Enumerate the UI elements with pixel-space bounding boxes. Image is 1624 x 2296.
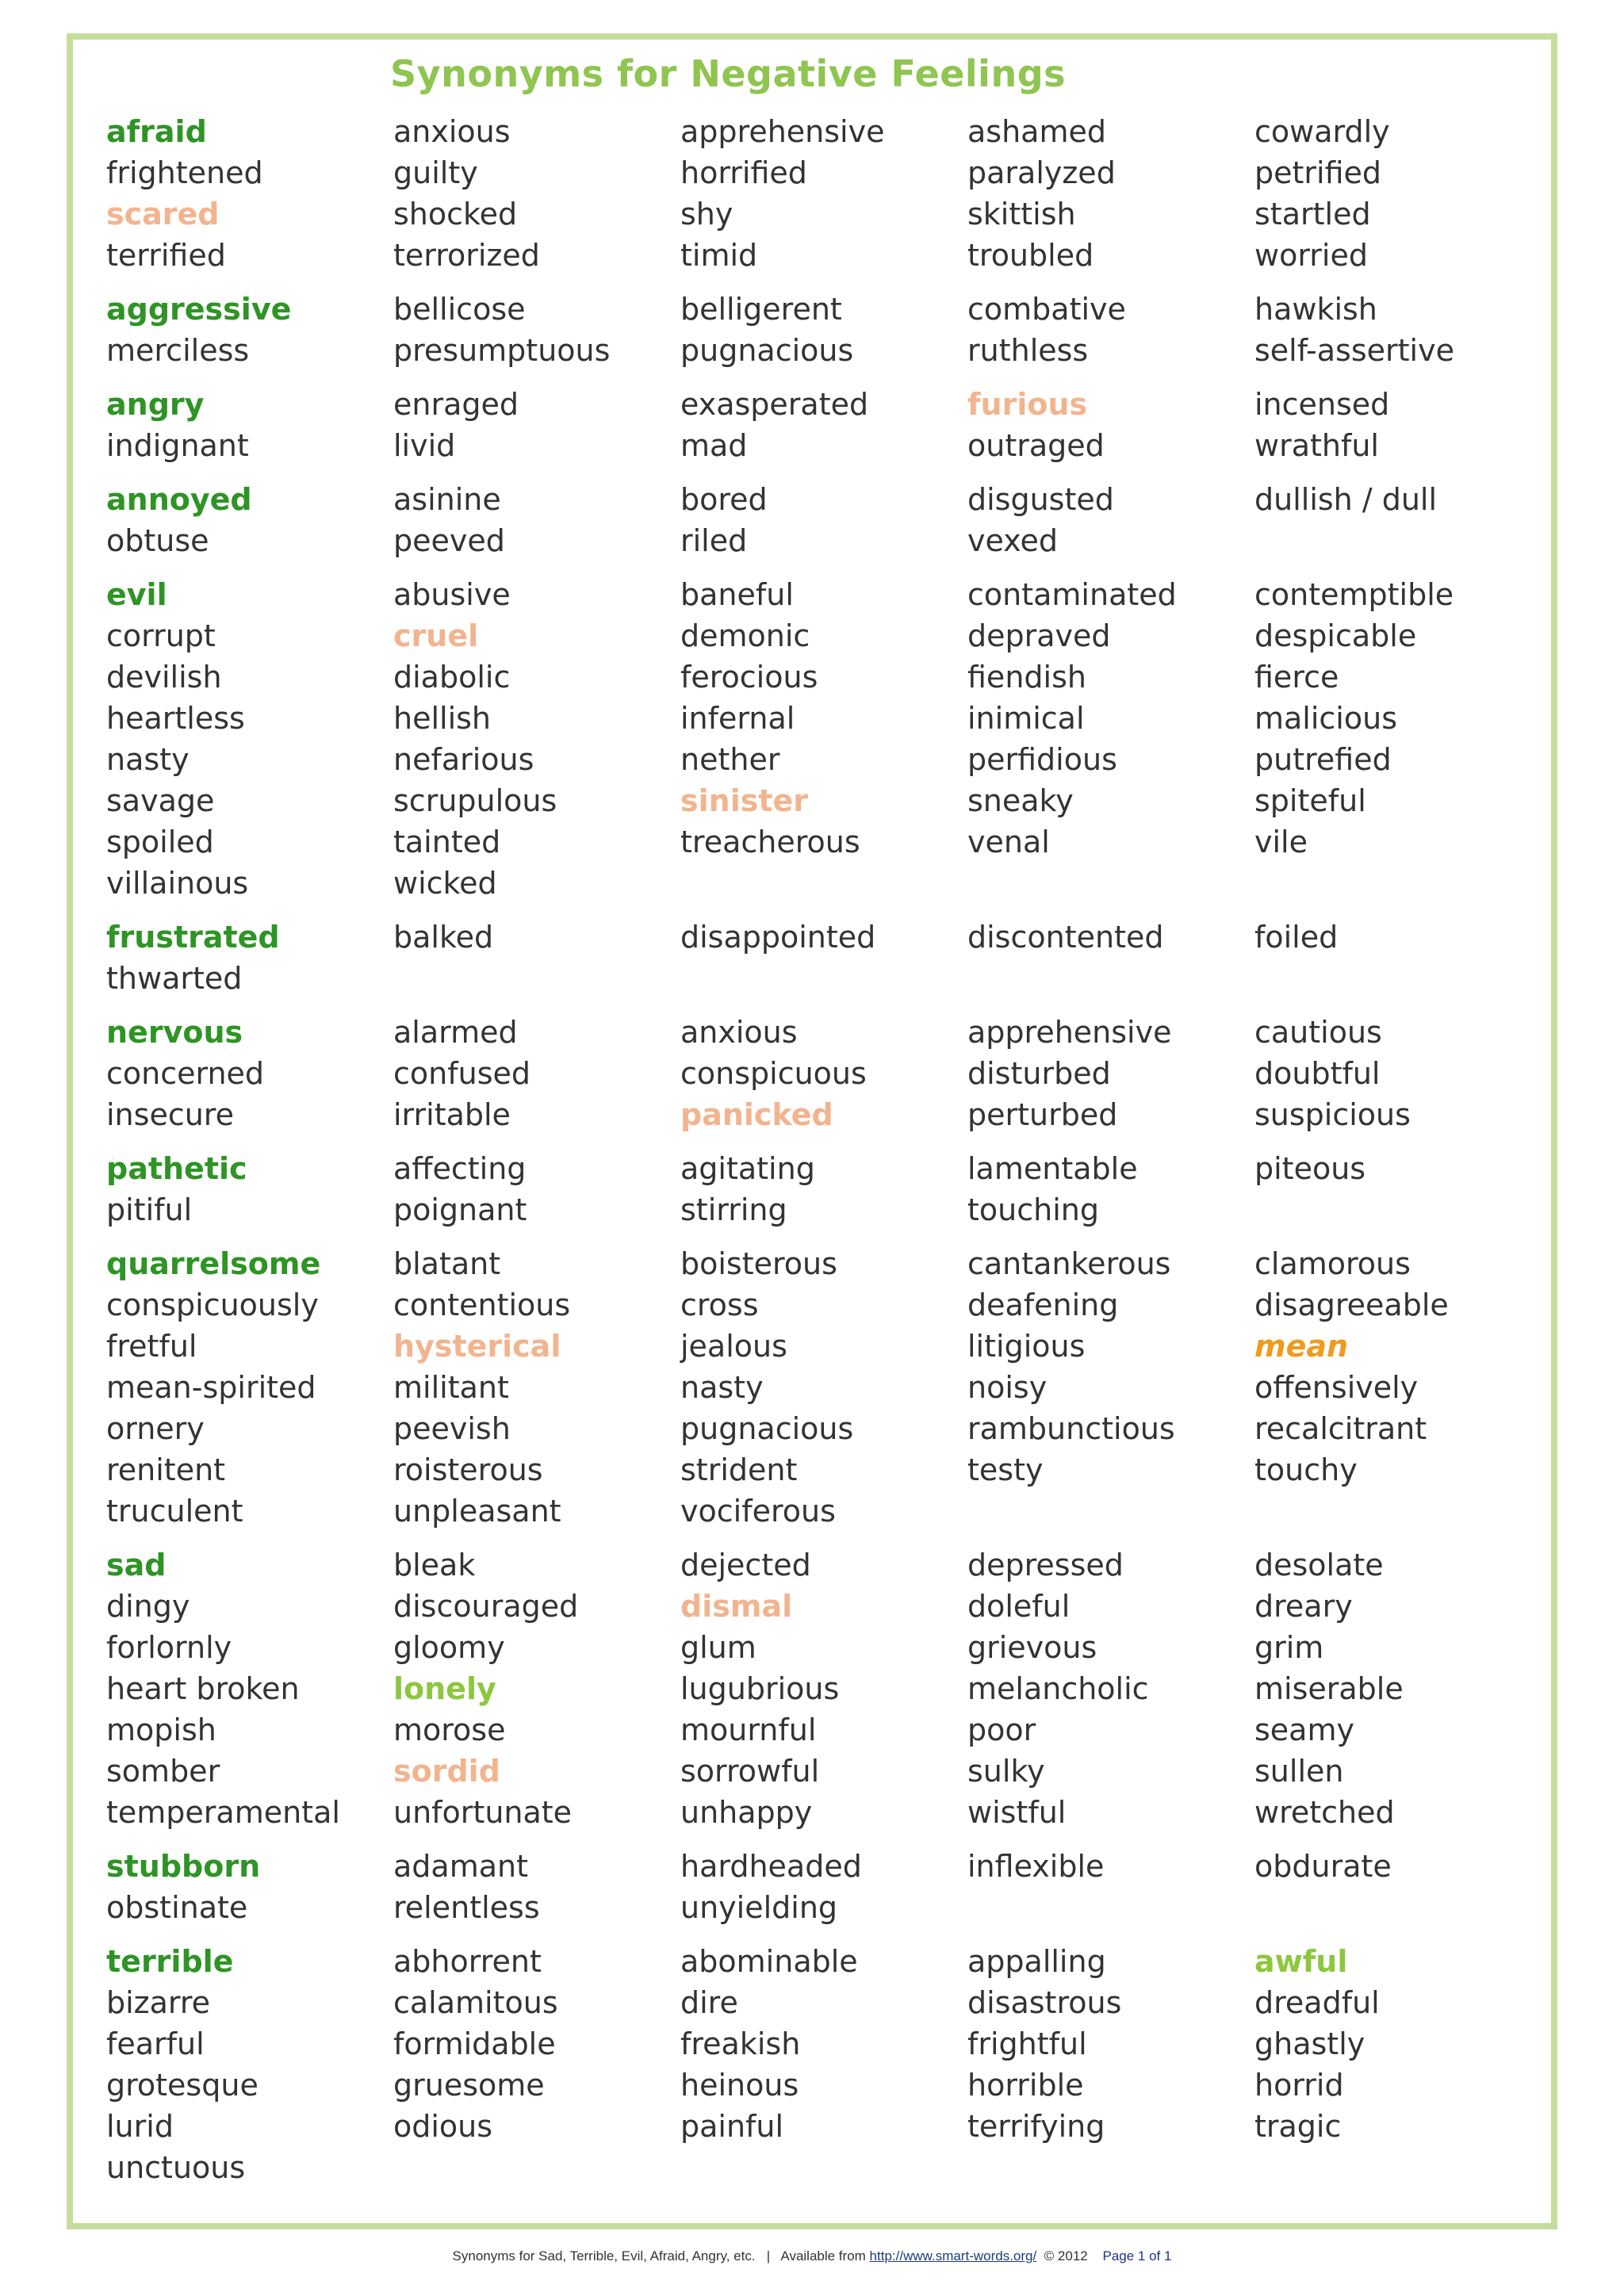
- synonym-word: seamy: [1254, 1712, 1354, 1747]
- synonym-row: [106, 1490, 1565, 1532]
- synonym-word: scrupulous: [393, 783, 557, 818]
- synonym-row: [106, 1941, 1565, 1982]
- synonym-word: cautious: [1254, 1015, 1382, 1050]
- synonym-row: [106, 330, 1565, 371]
- synonym-word: exasperated: [680, 387, 869, 422]
- synonym-word: dullish / dull: [1254, 482, 1438, 517]
- synonym-word: poignant: [393, 1192, 527, 1227]
- synonym-word: terrifying: [967, 2109, 1105, 2144]
- synonym-word: piteous: [1254, 1151, 1366, 1186]
- synonym-word: guilty: [393, 155, 478, 190]
- synonym-word: obdurate: [1254, 1849, 1392, 1884]
- synonym-row: [106, 384, 1565, 425]
- synonym-word: fierce: [1254, 660, 1339, 695]
- synonym-word: suspicious: [1254, 1097, 1411, 1132]
- synonym-group: [106, 1148, 1565, 1230]
- synonym-row: [106, 111, 1565, 152]
- synonym-row: [106, 1586, 1565, 1627]
- synonym-word: ruthless: [967, 333, 1089, 368]
- synonym-word: treacherous: [680, 825, 860, 859]
- synonym-word: rambunctious: [967, 1411, 1175, 1446]
- synonym-word: despicable: [1254, 618, 1417, 653]
- footer: [0, 2248, 1624, 2264]
- synonym-row: [106, 698, 1565, 739]
- synonym-word: lonely: [393, 1671, 496, 1706]
- synonym-row: [106, 615, 1565, 656]
- synonym-word: abominable: [680, 1944, 858, 1979]
- synonym-row: [106, 479, 1565, 520]
- synonym-word: renitent: [106, 1452, 226, 1487]
- synonym-group: [106, 384, 1565, 466]
- synonym-word: dreary: [1254, 1589, 1353, 1624]
- synonym-word: foiled: [1254, 920, 1339, 955]
- synonym-word: unfortunate: [393, 1795, 573, 1830]
- footer-copyright: © 2012: [1044, 2248, 1088, 2263]
- synonym-word: shocked: [393, 197, 518, 232]
- synonym-word: hysterical: [393, 1329, 561, 1364]
- synonym-word: conspicuous: [680, 1056, 867, 1091]
- synonym-word: outraged: [967, 428, 1105, 463]
- synonym-word: miserable: [1254, 1671, 1404, 1706]
- synonym-word: unhappy: [680, 1795, 813, 1830]
- synonym-word: mean: [1254, 1329, 1349, 1364]
- synonym-word: bored: [680, 482, 768, 517]
- synonym-word: sulky: [967, 1754, 1045, 1789]
- synonym-row: [106, 520, 1565, 561]
- synonym-word: anxious: [393, 114, 511, 149]
- synonym-word: nasty: [106, 742, 190, 777]
- synonym-word: corrupt: [106, 618, 216, 653]
- synonym-word: vexed: [967, 523, 1059, 558]
- synonym-word: dreadful: [1254, 1985, 1380, 2020]
- headword: afraid: [106, 114, 207, 149]
- synonym-word: pugnacious: [680, 1411, 854, 1446]
- synonym-word: insecure: [106, 1097, 234, 1132]
- synonym-word: thwarted: [106, 961, 243, 996]
- synonym-word: dejected: [680, 1548, 811, 1582]
- headword: frustrated: [106, 920, 280, 955]
- synonym-row: [106, 2064, 1565, 2106]
- synonym-word: lugubrious: [680, 1671, 840, 1706]
- synonym-word: horrid: [1254, 2068, 1344, 2103]
- synonym-word: perfidious: [967, 742, 1117, 777]
- synonym-word: skittish: [967, 197, 1076, 232]
- synonym-word: vile: [1254, 825, 1308, 859]
- synonym-word: dismal: [680, 1589, 793, 1624]
- synonym-word: combative: [967, 292, 1126, 327]
- synonym-word: livid: [393, 428, 456, 463]
- synonym-word: odious: [393, 2109, 493, 2144]
- synonym-word: unpleasant: [393, 1494, 561, 1529]
- synonym-word: spiteful: [1254, 783, 1366, 818]
- synonym-row: [106, 574, 1565, 615]
- synonym-word: timid: [680, 238, 758, 273]
- synonym-word: vociferous: [680, 1494, 836, 1529]
- synonym-word: enraged: [393, 387, 519, 422]
- synonym-word: clamorous: [1254, 1246, 1411, 1281]
- synonym-group: [106, 1846, 1565, 1928]
- synonym-word: jealous: [680, 1329, 787, 1364]
- synonym-word: shy: [680, 197, 733, 232]
- synonym-word: nasty: [680, 1370, 764, 1405]
- synonym-word: lurid: [106, 2109, 174, 2144]
- synonym-word: cantankerous: [967, 1246, 1171, 1281]
- synonym-word: alarmed: [393, 1015, 518, 1050]
- synonym-word: discontented: [967, 920, 1164, 955]
- synonym-word: abhorrent: [393, 1944, 542, 1979]
- headword: quarrelsome: [106, 1246, 321, 1281]
- synonym-word: depressed: [967, 1548, 1124, 1582]
- synonym-word: unctuous: [106, 2150, 246, 2185]
- synonym-word: obstinate: [106, 1890, 248, 1925]
- synonym-word: blatant: [393, 1246, 501, 1281]
- synonym-word: touching: [967, 1192, 1099, 1227]
- headword: pathetic: [106, 1151, 247, 1186]
- synonym-row: [106, 780, 1565, 821]
- synonym-word: contaminated: [967, 577, 1177, 612]
- footer-link[interactable]: http://www.smart-words.org/: [869, 2248, 1037, 2263]
- synonym-word: wretched: [1254, 1795, 1395, 1830]
- synonym-word: unyielding: [680, 1890, 838, 1925]
- synonym-word: nefarious: [393, 742, 534, 777]
- synonym-word: furious: [967, 387, 1088, 422]
- synonym-word: heartless: [106, 701, 245, 736]
- synonym-word: peevish: [393, 1411, 511, 1446]
- synonym-word: touchy: [1254, 1452, 1358, 1487]
- synonym-word: diabolic: [393, 660, 511, 695]
- synonym-word: hellish: [393, 701, 492, 736]
- synonym-group: [106, 289, 1565, 371]
- headword: angry: [106, 387, 205, 422]
- synonym-word: militant: [393, 1370, 509, 1405]
- synonym-row: [106, 739, 1565, 780]
- synonym-row: [106, 1846, 1565, 1887]
- synonym-group: [106, 1012, 1565, 1135]
- synonym-word: apprehensive: [967, 1015, 1172, 1050]
- synonym-word: morose: [393, 1712, 506, 1747]
- synonym-word: baneful: [680, 577, 794, 612]
- synonym-row: [106, 1053, 1565, 1094]
- synonym-word: relentless: [393, 1890, 540, 1925]
- headword: annoyed: [106, 482, 252, 517]
- synonym-word: sorrowful: [680, 1754, 820, 1789]
- synonym-word: villainous: [106, 866, 249, 901]
- synonym-word: discouraged: [393, 1589, 579, 1624]
- synonym-word: agitating: [680, 1151, 815, 1186]
- synonym-word: dingy: [106, 1589, 190, 1624]
- synonym-row: [106, 1189, 1565, 1230]
- synonym-word: ghastly: [1254, 2026, 1365, 2061]
- synonym-word: perturbed: [967, 1097, 1118, 1132]
- synonym-word: roisterous: [393, 1452, 543, 1487]
- synonym-row: [106, 656, 1565, 698]
- synonym-groups: [106, 111, 1565, 2201]
- synonym-row: [106, 1449, 1565, 1490]
- synonym-group: [106, 916, 1565, 999]
- synonym-word: wrathful: [1254, 428, 1379, 463]
- synonym-word: pitiful: [106, 1192, 193, 1227]
- synonym-word: asinine: [393, 482, 501, 517]
- synonym-row: [106, 2106, 1565, 2147]
- synonym-word: startled: [1254, 197, 1371, 232]
- synonym-word: mean-spirited: [106, 1370, 316, 1405]
- synonym-word: terrorized: [393, 238, 540, 273]
- synonym-row: [106, 1326, 1565, 1367]
- synonym-word: strident: [680, 1452, 798, 1487]
- synonym-word: troubled: [967, 238, 1094, 273]
- synonym-word: grievous: [967, 1630, 1097, 1665]
- synonym-word: infernal: [680, 701, 795, 736]
- synonym-word: boisterous: [680, 1246, 837, 1281]
- synonym-word: cross: [680, 1288, 759, 1322]
- synonym-word: doleful: [967, 1589, 1071, 1624]
- synonym-row: [106, 1544, 1565, 1586]
- headword: nervous: [106, 1015, 243, 1050]
- synonym-word: glum: [680, 1630, 756, 1665]
- synonym-row: [106, 821, 1565, 863]
- synonym-word: cowardly: [1254, 114, 1390, 149]
- synonym-word: gruesome: [393, 2068, 545, 2103]
- synonym-word: mopish: [106, 1712, 216, 1747]
- synonym-word: putrefied: [1254, 742, 1392, 777]
- synonym-group: [106, 111, 1565, 276]
- synonym-word: disgusted: [967, 482, 1114, 517]
- synonym-row: [106, 1367, 1565, 1408]
- footer-available: Available from: [780, 2248, 866, 2263]
- synonym-word: conspicuously: [106, 1288, 319, 1322]
- synonym-row: [106, 1284, 1565, 1326]
- synonym-word: sneaky: [967, 783, 1074, 818]
- synonym-word: calamitous: [393, 1985, 558, 2020]
- synonym-word: scared: [106, 197, 220, 232]
- synonym-word: fiendish: [967, 660, 1086, 695]
- synonym-word: horrible: [967, 2068, 1084, 2103]
- synonym-word: melancholic: [967, 1671, 1149, 1706]
- synonym-row: [106, 863, 1565, 904]
- synonym-row: [106, 193, 1565, 235]
- synonym-word: anxious: [680, 1015, 798, 1050]
- headword: terrible: [106, 1944, 234, 1979]
- page-title: Synonyms for Negative Feelings: [390, 52, 1067, 95]
- synonym-word: mad: [680, 428, 748, 463]
- synonym-word: painful: [680, 2109, 784, 2144]
- synonym-word: indignant: [106, 428, 249, 463]
- synonym-word: somber: [106, 1754, 220, 1789]
- synonym-word: obtuse: [106, 523, 209, 558]
- synonym-word: irritable: [393, 1097, 511, 1132]
- synonym-word: dire: [680, 1985, 738, 2020]
- synonym-row: [106, 235, 1565, 276]
- synonym-word: peeved: [393, 523, 505, 558]
- synonym-word: venal: [967, 825, 1050, 859]
- synonym-row: [106, 1148, 1565, 1189]
- synonym-row: [106, 2147, 1565, 2188]
- synonym-row: [106, 958, 1565, 999]
- synonym-word: merciless: [106, 333, 250, 368]
- synonym-word: heinous: [680, 2068, 799, 2103]
- synonym-word: cruel: [393, 618, 479, 653]
- synonym-word: litigious: [967, 1329, 1086, 1364]
- synonym-word: bellicose: [393, 292, 526, 327]
- synonym-row: [106, 1668, 1565, 1709]
- synonym-word: awful: [1254, 1944, 1348, 1979]
- synonym-word: hardheaded: [680, 1849, 862, 1884]
- synonym-word: bleak: [393, 1548, 476, 1582]
- synonym-word: doubtful: [1254, 1056, 1381, 1091]
- synonym-row: [106, 1982, 1565, 2023]
- synonym-row: [106, 916, 1565, 958]
- synonym-word: incensed: [1254, 387, 1390, 422]
- synonym-word: confused: [393, 1056, 530, 1091]
- synonym-word: self-assertive: [1254, 333, 1454, 368]
- synonym-word: terrified: [106, 238, 226, 273]
- synonym-row: [106, 425, 1565, 466]
- synonym-word: sordid: [393, 1754, 500, 1789]
- synonym-word: inimical: [967, 701, 1085, 736]
- headword: stubborn: [106, 1849, 261, 1884]
- synonym-word: hawkish: [1254, 292, 1377, 327]
- synonym-word: contentious: [393, 1288, 571, 1322]
- synonym-word: riled: [680, 523, 748, 558]
- synonym-word: grim: [1254, 1630, 1324, 1665]
- synonym-row: [106, 1751, 1565, 1792]
- synonym-word: temperamental: [106, 1795, 340, 1830]
- synonym-word: malicious: [1254, 701, 1397, 736]
- synonym-word: sinister: [680, 783, 809, 818]
- synonym-group: [106, 1941, 1565, 2188]
- synonym-word: ferocious: [680, 660, 818, 695]
- synonym-word: frightened: [106, 155, 263, 190]
- synonym-row: [106, 1792, 1565, 1833]
- synonym-word: noisy: [967, 1370, 1048, 1405]
- synonym-word: fretful: [106, 1329, 197, 1364]
- synonym-group: [106, 1243, 1565, 1532]
- synonym-group: [106, 1544, 1565, 1833]
- synonym-word: disappointed: [680, 920, 876, 955]
- synonym-row: [106, 289, 1565, 330]
- synonym-word: disagreeable: [1254, 1288, 1449, 1322]
- synonym-row: [106, 1887, 1565, 1928]
- synonym-word: heart broken: [106, 1671, 300, 1706]
- synonym-word: horrified: [680, 155, 807, 190]
- synonym-word: disturbed: [967, 1056, 1111, 1091]
- synonym-word: petrified: [1254, 155, 1382, 190]
- synonym-group: [106, 479, 1565, 561]
- synonym-word: deafening: [967, 1288, 1119, 1322]
- synonym-word: demonic: [680, 618, 810, 653]
- synonym-row: [106, 1627, 1565, 1668]
- synonym-word: lamentable: [967, 1151, 1138, 1186]
- synonym-word: balked: [393, 920, 494, 955]
- synonym-word: abusive: [393, 577, 511, 612]
- footer-separator: |: [766, 2248, 771, 2263]
- headword: aggressive: [106, 292, 292, 327]
- synonym-row: [106, 1709, 1565, 1751]
- synonym-row: [106, 1408, 1565, 1449]
- synonym-word: presumptuous: [393, 333, 611, 368]
- synonym-word: spoiled: [106, 825, 214, 859]
- synonym-word: inflexible: [967, 1849, 1105, 1884]
- synonym-word: testy: [967, 1452, 1044, 1487]
- headword: sad: [106, 1548, 167, 1582]
- synonym-word: adamant: [393, 1849, 528, 1884]
- synonym-word: recalcitrant: [1254, 1411, 1427, 1446]
- synonym-word: wistful: [967, 1795, 1067, 1830]
- synonym-word: devilish: [106, 660, 222, 695]
- synonym-word: pugnacious: [680, 333, 854, 368]
- synonym-word: gloomy: [393, 1630, 505, 1665]
- synonym-word: paralyzed: [967, 155, 1116, 190]
- synonym-word: appalling: [967, 1944, 1106, 1979]
- synonym-group: [106, 574, 1565, 904]
- synonym-word: poor: [967, 1712, 1036, 1747]
- synonym-word: frightful: [967, 2026, 1087, 2061]
- synonym-word: tainted: [393, 825, 501, 859]
- synonym-word: ashamed: [967, 114, 1106, 149]
- synonym-word: wicked: [393, 866, 497, 901]
- synonym-word: concerned: [106, 1056, 265, 1091]
- synonym-word: depraved: [967, 618, 1111, 653]
- synonym-word: disastrous: [967, 1985, 1122, 2020]
- synonym-word: nether: [680, 742, 780, 777]
- synonym-row: [106, 1012, 1565, 1053]
- synonym-word: grotesque: [106, 2068, 259, 2103]
- synonym-row: [106, 2023, 1565, 2064]
- synonym-word: contemptible: [1254, 577, 1454, 612]
- synonym-word: affecting: [393, 1151, 527, 1186]
- synonym-word: desolate: [1254, 1548, 1384, 1582]
- headword: evil: [106, 577, 167, 612]
- synonym-word: panicked: [680, 1097, 833, 1132]
- synonym-row: [106, 1243, 1565, 1284]
- synonym-word: worried: [1254, 238, 1368, 273]
- synonym-word: sullen: [1254, 1754, 1344, 1789]
- synonym-word: fearful: [106, 2026, 205, 2061]
- synonym-row: [106, 152, 1565, 193]
- synonym-word: ornery: [106, 1411, 205, 1446]
- synonym-word: forlornly: [106, 1630, 232, 1665]
- synonym-word: savage: [106, 783, 215, 818]
- synonym-word: formidable: [393, 2026, 556, 2061]
- synonym-word: freakish: [680, 2026, 801, 2061]
- synonym-word: offensively: [1254, 1370, 1419, 1405]
- synonym-word: tragic: [1254, 2109, 1342, 2144]
- synonym-word: stirring: [680, 1192, 787, 1227]
- synonym-word: bizarre: [106, 1985, 211, 2020]
- synonym-row: [106, 1094, 1565, 1135]
- synonym-word: belligerent: [680, 292, 842, 327]
- synonym-word: apprehensive: [680, 114, 885, 149]
- synonym-word: mournful: [680, 1712, 817, 1747]
- footer-page-number: Page 1 of 1: [1102, 2248, 1172, 2263]
- footer-text: Synonyms for Sad, Terrible, Evil, Afraid, Angry, etc.: [452, 2248, 756, 2263]
- synonym-word: truculent: [106, 1494, 243, 1529]
